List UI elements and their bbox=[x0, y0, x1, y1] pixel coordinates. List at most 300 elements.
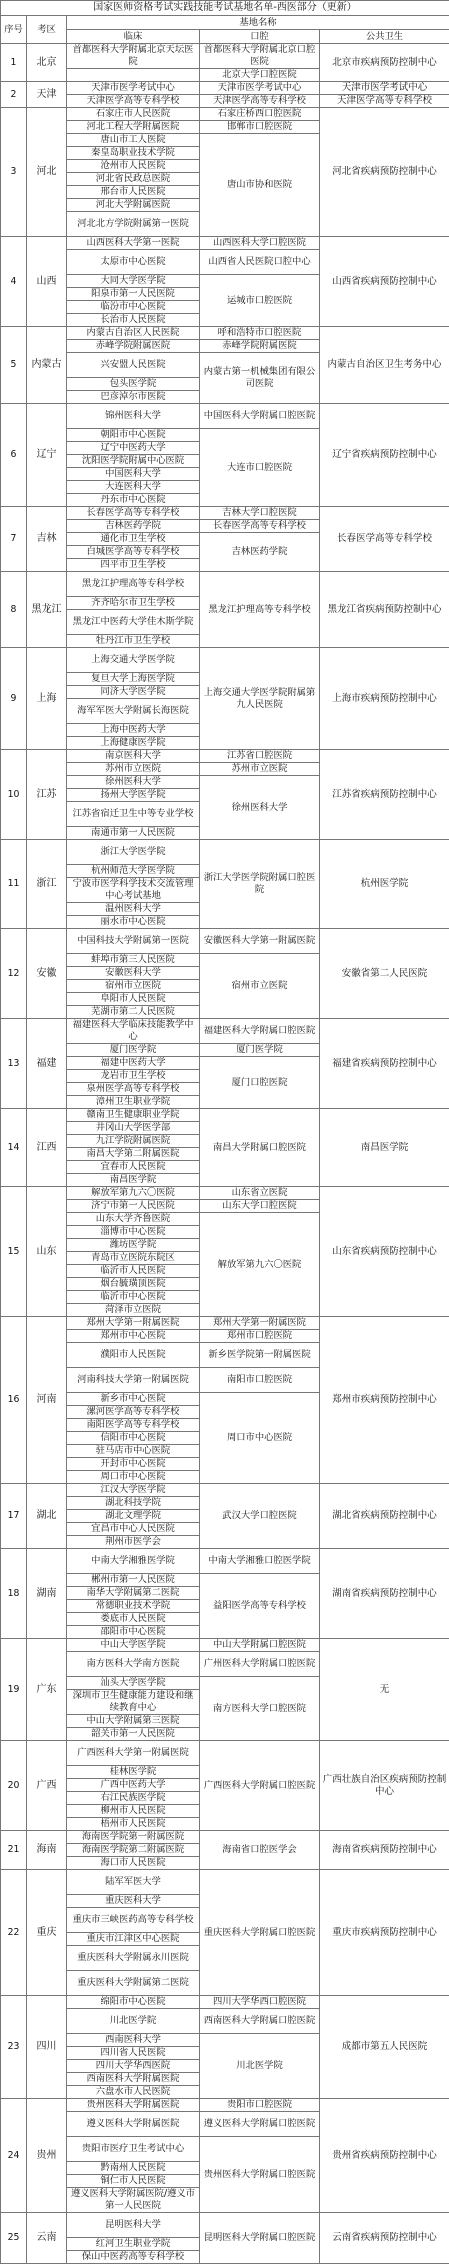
clinical-cell: 浙江大学医学院 bbox=[67, 840, 200, 865]
oral-cell: 厦门口腔医院 bbox=[200, 1057, 320, 1109]
clinical-cell: 昆明医科大学 bbox=[67, 2213, 200, 2238]
clinical-cell: 太原市中心医院 bbox=[67, 250, 200, 275]
row-area: 上海 bbox=[27, 648, 67, 750]
oral-cell: 昆明医科大学附属口腔医院 bbox=[200, 2213, 320, 2264]
clinical-cell: 龙岩市卫生学校 bbox=[67, 1070, 200, 1083]
document-title: 国家医师资格考试实践技能考试基地名单-西医部分（更新） bbox=[1, 1, 449, 16]
row-area: 黑龙江 bbox=[27, 572, 67, 648]
clinical-cell: 梧州市人民医院 bbox=[67, 1818, 200, 1831]
clinical-cell: 黑龙江中医药大学佳木斯学院 bbox=[67, 610, 200, 635]
table-row bbox=[1, 327, 449, 340]
oral-cell: 中山大学附属口腔医院 bbox=[200, 1639, 320, 1652]
clinical-cell: 同济大学医学院 bbox=[67, 686, 200, 699]
clinical-cell: 海口市人民医院 bbox=[67, 1857, 200, 1870]
oral-cell: 山西医科大学口腔医院 bbox=[200, 237, 320, 250]
row-seq: 8 bbox=[1, 572, 27, 648]
clinical-cell: 中山大学附属第三医院 bbox=[67, 1715, 200, 1728]
row-area: 海南 bbox=[27, 1831, 67, 1870]
clinical-cell: 蚌埠市第三人民医院 bbox=[67, 954, 200, 967]
clinical-cell: 贵州医科大学附属医院 bbox=[67, 2099, 200, 2112]
clinical-cell: 郴州市第一人民医院 bbox=[67, 1574, 200, 1587]
table-row bbox=[1, 82, 449, 95]
clinical-cell: 解放军第九六〇医院 bbox=[67, 1187, 200, 1200]
row-seq: 7 bbox=[1, 507, 27, 572]
table-row bbox=[1, 648, 449, 673]
oral-cell: 广州医科大学附属口腔医院 bbox=[200, 1652, 320, 1677]
public-health-cell: 湖南省疾病预防控制中心 bbox=[320, 1549, 449, 1639]
row-area: 辽宁 bbox=[27, 404, 67, 507]
public-health-cell: 无 bbox=[320, 1639, 449, 1741]
clinical-cell: 沧州市人民医院 bbox=[67, 160, 200, 173]
clinical-cell: 沈阳医学院附属中心医院 bbox=[67, 455, 200, 468]
clinical-cell: 赣南卫生健康职业学院 bbox=[67, 1109, 200, 1122]
row-seq: 16 bbox=[1, 1317, 27, 1484]
row-area: 山西 bbox=[27, 237, 67, 327]
oral-cell: 中国医科大学附属口腔医院 bbox=[200, 404, 320, 429]
public-health-cell: 黑龙江省疾病预防控制中心 bbox=[320, 572, 449, 648]
table-row bbox=[1, 1484, 449, 1497]
clinical-cell: 广西医科大学第一附属医院 bbox=[67, 1741, 200, 1766]
public-health-cell: 重庆市疾病预防控制中心 bbox=[320, 1870, 449, 1996]
row-seq: 9 bbox=[1, 648, 27, 750]
clinical-cell: 包头医学院 bbox=[67, 378, 200, 391]
row-area: 四川 bbox=[27, 1996, 67, 2099]
clinical-cell: 长春医学高等专科学校 bbox=[67, 507, 200, 520]
row-seq: 19 bbox=[1, 1639, 27, 1741]
clinical-cell: 辽宁中医药大学 bbox=[67, 442, 200, 455]
clinical-cell: 齐齐哈尔市卫生学校 bbox=[67, 597, 200, 610]
clinical-cell: 兴安盟人民医院 bbox=[67, 353, 200, 378]
row-area: 内蒙古 bbox=[27, 327, 67, 404]
row-seq: 21 bbox=[1, 1831, 27, 1870]
oral-cell: 武汉大学口腔医院 bbox=[200, 1484, 320, 1549]
clinical-cell: 泉州医学高等专科学校 bbox=[67, 1083, 200, 1096]
clinical-cell: 开封市中心医院 bbox=[67, 1458, 200, 1471]
clinical-cell: 江汉大学医学院 bbox=[67, 1484, 200, 1497]
row-area: 江西 bbox=[27, 1109, 67, 1187]
table-row bbox=[1, 108, 449, 121]
table-row bbox=[1, 1109, 449, 1122]
oral-cell: 山东大学口腔医院 bbox=[200, 1200, 320, 1213]
clinical-cell: 周口市中心医院 bbox=[67, 1471, 200, 1484]
oral-cell: 北京大学口腔医院 bbox=[200, 69, 320, 82]
row-seq: 4 bbox=[1, 237, 27, 327]
clinical-cell: 首都医科大学附属北京天坛医院 bbox=[67, 44, 200, 69]
clinical-cell: 四川省人民医院 bbox=[67, 2047, 200, 2060]
row-area: 重庆 bbox=[27, 1870, 67, 1996]
row-seq: 12 bbox=[1, 929, 27, 1019]
oral-cell: 山东省立医院 bbox=[200, 1187, 320, 1200]
oral-cell: 吉林医药学院 bbox=[200, 533, 320, 572]
oral-cell: 赤峰学院附属医院 bbox=[200, 340, 320, 353]
clinical-cell: 烟台毓璜顶医院 bbox=[67, 1278, 200, 1291]
public-health-cell: 长春医学高等专科学校 bbox=[320, 507, 449, 572]
public-health-cell: 广西壮族自治区疾病预防控制中心 bbox=[320, 1741, 449, 1831]
clinical-cell: 临沂市中心医院 bbox=[67, 1291, 200, 1304]
clinical-cell: 福建中医药大学 bbox=[67, 1057, 200, 1070]
clinical-cell bbox=[67, 69, 200, 82]
row-area: 安徽 bbox=[27, 929, 67, 1019]
table-row bbox=[1, 2099, 449, 2112]
oral-cell: 黑龙江护理高等专科学校 bbox=[200, 572, 320, 648]
clinical-cell: 九江学院附属医院 bbox=[67, 1135, 200, 1148]
table-row bbox=[1, 404, 449, 429]
clinical-cell: 重庆市江津区中心医院 bbox=[67, 1933, 200, 1946]
clinical-cell: 秦皇岛职业技术学院 bbox=[67, 147, 200, 160]
public-health-cell: 湖北省疾病预防控制中心 bbox=[320, 1484, 449, 1549]
clinical-cell: 贵阳市医疗卫生考试中心 bbox=[67, 2137, 200, 2162]
clinical-cell: 丹东市中心医院 bbox=[67, 494, 200, 507]
table-row bbox=[1, 572, 449, 597]
clinical-cell: 河南科技大学第一附属医院 bbox=[67, 1368, 200, 1393]
clinical-cell: 扬州大学医学院 bbox=[67, 789, 200, 802]
clinical-cell: 石家庄市人民医院 bbox=[67, 108, 200, 121]
oral-cell: 中南大学湘雅口腔医学院 bbox=[200, 1549, 320, 1574]
clinical-cell: 广西中医药大学 bbox=[67, 1779, 200, 1792]
clinical-cell: 苏州市立医院 bbox=[67, 763, 200, 776]
table-row bbox=[1, 1317, 449, 1330]
row-area: 河北 bbox=[27, 108, 67, 237]
clinical-cell: 南昌大学第二附属医院 bbox=[67, 1148, 200, 1161]
clinical-cell: 娄底市人民医院 bbox=[67, 1613, 200, 1626]
clinical-cell: 保山中医药高等专科学校 bbox=[67, 2251, 200, 2264]
clinical-cell: 南京医科大学 bbox=[67, 750, 200, 763]
public-health-cell: 贵州省疾病预防控制中心 bbox=[320, 2099, 449, 2213]
clinical-cell: 柳州市人民医院 bbox=[67, 1805, 200, 1818]
clinical-cell: 长治市人民医院 bbox=[67, 314, 200, 327]
oral-cell: 天津市医学考试中心 bbox=[200, 82, 320, 95]
table-row bbox=[1, 507, 449, 520]
clinical-cell: 唐山市工人医院 bbox=[67, 134, 200, 147]
row-area: 广西 bbox=[27, 1741, 67, 1831]
clinical-cell: 丽水市中心医院 bbox=[67, 916, 200, 929]
oral-cell: 首都医科大学附属北京口腔医院 bbox=[200, 44, 320, 69]
clinical-cell: 上海中医药大学 bbox=[67, 724, 200, 737]
clinical-cell: 遵义医科大学附属医院 bbox=[67, 2112, 200, 2137]
clinical-cell: 六盘水市人民医院 bbox=[67, 2086, 200, 2099]
row-seq: 3 bbox=[1, 108, 27, 237]
oral-cell: 川北医学院 bbox=[200, 2034, 320, 2099]
public-health-cell: 安徽省第二人民医院 bbox=[320, 929, 449, 1019]
clinical-cell: 韶关市第一人民医院 bbox=[67, 1728, 200, 1741]
clinical-cell: 邢台市人民医院 bbox=[67, 186, 200, 199]
oral-cell: 贵州医科大学附属口腔医院 bbox=[200, 2137, 320, 2213]
clinical-cell: 重庆市三峡医药高等专科学校 bbox=[67, 1908, 200, 1933]
public-health-cell: 北京市疾病预防控制中心 bbox=[320, 44, 449, 82]
table-row bbox=[1, 95, 449, 108]
clinical-cell: 湖北文理学院 bbox=[67, 1510, 200, 1523]
clinical-cell: 西南医科大学附属医院 bbox=[67, 2073, 200, 2086]
clinical-cell: 天津市医学考试中心 bbox=[67, 82, 200, 95]
row-area: 云南 bbox=[27, 2213, 67, 2264]
table-row bbox=[1, 1831, 449, 1844]
clinical-cell: 厦门医学院 bbox=[67, 1044, 200, 1057]
oral-cell: 上海交通大学医学院附属第九人民医院 bbox=[200, 648, 320, 750]
clinical-cell: 南通市第一人民医院 bbox=[67, 827, 200, 840]
clinical-cell: 中南大学湘雅医学院 bbox=[67, 1549, 200, 1574]
table-row bbox=[1, 750, 449, 763]
oral-cell: 运城市口腔医院 bbox=[200, 275, 320, 327]
oral-cell: 益阳医学高等专科学校 bbox=[200, 1574, 320, 1639]
oral-cell: 解放军第九六〇医院 bbox=[200, 1213, 320, 1317]
clinical-cell: 朝阳市中心医院 bbox=[67, 429, 200, 442]
row-seq: 5 bbox=[1, 327, 27, 404]
clinical-cell: 宜春市人民医院 bbox=[67, 1161, 200, 1174]
oral-cell: 海南省口腔医学会 bbox=[200, 1831, 320, 1870]
clinical-cell: 潍坊医学院 bbox=[67, 1239, 200, 1252]
clinical-cell: 福建医科大学临床技能教学中心 bbox=[67, 1019, 200, 1044]
public-health-cell: 郑州市疾病预防控制中心 bbox=[320, 1317, 449, 1484]
clinical-cell: 巴彦淖尔市医院 bbox=[67, 391, 200, 404]
clinical-cell: 白城医学高等专科学校 bbox=[67, 546, 200, 559]
clinical-cell: 重庆医科大学附属永川医院 bbox=[67, 1946, 200, 1971]
clinical-cell: 临汾市中心医院 bbox=[67, 301, 200, 314]
oral-cell: 重庆医科大学附属口腔医院 bbox=[200, 1870, 320, 1996]
clinical-cell: 重庆医科大学 bbox=[67, 1895, 200, 1908]
row-seq: 10 bbox=[1, 750, 27, 840]
table-row bbox=[1, 1639, 449, 1652]
oral-cell: 南阳市口腔医院 bbox=[200, 1368, 320, 1393]
row-seq: 24 bbox=[1, 2099, 27, 2213]
clinical-cell: 新乡市中心医院 bbox=[67, 1393, 200, 1406]
oral-cell: 江苏省口腔医院 bbox=[200, 750, 320, 763]
clinical-cell: 江苏省宿迁卫生中等专业学校 bbox=[67, 802, 200, 827]
table-row bbox=[1, 44, 449, 69]
row-seq: 17 bbox=[1, 1484, 27, 1549]
header-base-name: 基地名称 bbox=[67, 16, 449, 30]
table-row bbox=[1, 1996, 449, 2009]
public-health-cell: 南昌医学院 bbox=[320, 1109, 449, 1187]
row-seq: 20 bbox=[1, 1741, 27, 1831]
clinical-cell: 南昌医学院 bbox=[67, 1174, 200, 1187]
clinical-cell: 温州医科大学 bbox=[67, 903, 200, 916]
clinical-cell: 桂林医学院 bbox=[67, 1766, 200, 1779]
clinical-cell: 南方医科大学南方医院 bbox=[67, 1652, 200, 1677]
clinical-cell: 芜湖市第二人民医院 bbox=[67, 1006, 200, 1019]
row-area: 江苏 bbox=[27, 750, 67, 840]
oral-cell: 广西医科大学附属口腔医院 bbox=[200, 1741, 320, 1831]
public-health-cell: 江苏省疾病预防控制中心 bbox=[320, 750, 449, 840]
clinical-cell: 常德职业技术学院 bbox=[67, 1600, 200, 1613]
clinical-cell: 湖北科技学院 bbox=[67, 1497, 200, 1510]
clinical-cell: 临沂市人民医院 bbox=[67, 1265, 200, 1278]
clinical-cell: 中山大学医学院 bbox=[67, 1639, 200, 1652]
clinical-cell: 天津医学高等专科学校 bbox=[67, 95, 200, 108]
clinical-cell: 南阳医学高等专科学校 bbox=[67, 1419, 200, 1432]
oral-cell: 南昌大学附属口腔医院 bbox=[200, 1109, 320, 1187]
row-area: 湖南 bbox=[27, 1549, 67, 1639]
oral-cell: 内蒙古第一机械集团有限公司医院 bbox=[200, 353, 320, 404]
table-row bbox=[1, 1870, 449, 1895]
clinical-cell: 安徽医科大学 bbox=[67, 967, 200, 980]
clinical-cell: 四平市卫生学校 bbox=[67, 559, 200, 572]
oral-cell: 唐山市协和医院 bbox=[200, 134, 320, 237]
row-seq: 14 bbox=[1, 1109, 27, 1187]
clinical-cell: 西南医科大学 bbox=[67, 2034, 200, 2047]
header-oral: 口腔 bbox=[200, 30, 320, 44]
table-body bbox=[1, 44, 449, 2264]
clinical-cell: 宁波市医学科学技术交流管理中心考试基地 bbox=[67, 878, 200, 903]
oral-cell: 徐州医科大学 bbox=[200, 776, 320, 840]
public-health-cell: 天津市医学考试中心 bbox=[320, 82, 449, 95]
oral-cell: 大连市口腔医院 bbox=[200, 429, 320, 507]
clinical-cell: 淄博市中心医院 bbox=[67, 1226, 200, 1239]
row-seq: 25 bbox=[1, 2213, 27, 2264]
oral-cell: 安徽医科大学第一附属医院 bbox=[200, 929, 320, 954]
oral-cell: 石家庄桥西口腔医院 bbox=[200, 108, 320, 121]
clinical-cell: 海南医学院第二附属医院 bbox=[67, 1844, 200, 1857]
public-health-cell: 福建省疾病预防控制中心 bbox=[320, 1019, 449, 1109]
row-area: 山东 bbox=[27, 1187, 67, 1317]
oral-cell: 山西省人民医院口腔中心 bbox=[200, 250, 320, 275]
clinical-cell: 上海健康医学院 bbox=[67, 737, 200, 750]
public-health-cell: 天津医学高等专科学校 bbox=[320, 95, 449, 108]
row-area: 浙江 bbox=[27, 840, 67, 929]
public-health-cell: 成都市第五人民医院 bbox=[320, 1996, 449, 2099]
public-health-cell: 辽宁省疾病预防控制中心 bbox=[320, 404, 449, 507]
clinical-cell: 濮阳市人民医院 bbox=[67, 1343, 200, 1368]
clinical-cell: 海南医学院第一附属医院 bbox=[67, 1831, 200, 1844]
clinical-cell: 河北省民政总医院 bbox=[67, 173, 200, 186]
clinical-cell: 赤峰学院附属医院 bbox=[67, 340, 200, 353]
clinical-cell: 大连医科大学 bbox=[67, 481, 200, 494]
clinical-cell: 漯河医学高等专科学校 bbox=[67, 1406, 200, 1419]
table-row bbox=[1, 1019, 449, 1044]
clinical-cell: 陆军军医大学 bbox=[67, 1870, 200, 1895]
clinical-cell: 井冈山大学医学部 bbox=[67, 1122, 200, 1135]
row-seq: 11 bbox=[1, 840, 27, 929]
oral-cell: 苏州市立医院 bbox=[200, 763, 320, 776]
oral-cell: 厦门医学院 bbox=[200, 1044, 320, 1057]
public-health-cell: 上海市疾病预防控制中心 bbox=[320, 648, 449, 750]
table-row bbox=[1, 2213, 449, 2238]
oral-cell: 郑州市口腔医院 bbox=[200, 1330, 320, 1343]
header-seq: 序号 bbox=[1, 16, 27, 44]
public-health-cell: 山东省疾病预防控制中心 bbox=[320, 1187, 449, 1317]
clinical-cell: 上海交通大学医学院 bbox=[67, 648, 200, 673]
row-area: 广东 bbox=[27, 1639, 67, 1741]
clinical-cell: 通化市卫生学校 bbox=[67, 533, 200, 546]
clinical-cell: 中国科技大学附属第一医院 bbox=[67, 929, 200, 954]
oral-cell: 浙江大学医学院附属口腔医院 bbox=[200, 840, 320, 929]
row-area: 贵州 bbox=[27, 2099, 67, 2213]
oral-cell: 郑州大学第一附属医院 bbox=[200, 1317, 320, 1330]
clinical-cell: 宜昌市中心人民医院 bbox=[67, 1523, 200, 1536]
clinical-cell: 河北北方学院附属第一医院 bbox=[67, 212, 200, 237]
clinical-cell: 徐州医科大学 bbox=[67, 776, 200, 789]
row-seq: 15 bbox=[1, 1187, 27, 1317]
public-health-cell: 山西省疾病预防控制中心 bbox=[320, 237, 449, 327]
public-health-cell: 海南省疾病预防控制中心 bbox=[320, 1831, 449, 1870]
row-seq: 22 bbox=[1, 1870, 27, 1996]
row-seq: 18 bbox=[1, 1549, 27, 1639]
clinical-cell: 锦州医科大学 bbox=[67, 404, 200, 429]
clinical-cell: 济宁市第一人民医院 bbox=[67, 1200, 200, 1213]
row-area: 湖北 bbox=[27, 1484, 67, 1549]
row-seq: 6 bbox=[1, 404, 27, 507]
oral-cell: 吉林大学口腔医院 bbox=[200, 507, 320, 520]
clinical-cell: 深圳市卫生健康能力建设和继续教育中心 bbox=[67, 1690, 200, 1715]
clinical-cell: 郑州市中心医院 bbox=[67, 1330, 200, 1343]
row-seq: 23 bbox=[1, 1996, 27, 2099]
row-area: 天津 bbox=[27, 82, 67, 108]
table-row bbox=[1, 1741, 449, 1766]
row-area: 北京 bbox=[27, 44, 67, 82]
oral-cell: 福建医科大学附属口腔医院 bbox=[200, 1019, 320, 1044]
row-seq: 2 bbox=[1, 82, 27, 108]
clinical-cell: 绵阳市中心医院 bbox=[67, 1996, 200, 2009]
public-health-cell: 杭州医学院 bbox=[320, 840, 449, 929]
table-row bbox=[1, 840, 449, 865]
table-row bbox=[1, 929, 449, 954]
clinical-cell: 汕头大学医学院 bbox=[67, 1677, 200, 1690]
clinical-cell: 吉林医药学院 bbox=[67, 520, 200, 533]
clinical-cell: 阜阳市人民医院 bbox=[67, 993, 200, 1006]
clinical-cell: 邵阳市中心医院 bbox=[67, 1626, 200, 1639]
row-area: 河南 bbox=[27, 1317, 67, 1484]
clinical-cell: 漳州卫生职业学院 bbox=[67, 1096, 200, 1109]
oral-cell: 西南医科大学附属口腔医院 bbox=[200, 2009, 320, 2034]
clinical-cell: 海军军医大学附属长海医院 bbox=[67, 699, 200, 724]
public-health-cell: 河北省疾病预防控制中心 bbox=[320, 108, 449, 237]
clinical-cell: 河北工程大学附属医院 bbox=[67, 121, 200, 134]
header-clinical: 临床 bbox=[67, 30, 200, 44]
clinical-cell: 荆州市医学会 bbox=[67, 1536, 200, 1549]
clinical-cell: 驻马店市中心医院 bbox=[67, 1445, 200, 1458]
table-row bbox=[1, 1549, 449, 1574]
oral-cell: 邯郸市口腔医院 bbox=[200, 121, 320, 134]
clinical-cell: 杭州师范大学医学院 bbox=[67, 865, 200, 878]
oral-cell: 南方医科大学口腔医院 bbox=[200, 1677, 320, 1741]
clinical-cell: 复旦大学上海医学院 bbox=[67, 673, 200, 686]
clinical-cell: 右江民族医学院 bbox=[67, 1792, 200, 1805]
oral-cell: 天津医学高等专科学校 bbox=[200, 95, 320, 108]
clinical-cell: 红河卫生职业学院 bbox=[67, 2238, 200, 2251]
header-area: 考区 bbox=[27, 16, 67, 44]
clinical-cell: 四川大学华西医院 bbox=[67, 2060, 200, 2073]
clinical-cell: 阳泉市第一人民医院 bbox=[67, 288, 200, 301]
oral-cell: 遵义医科大学附属口腔医院 bbox=[200, 2112, 320, 2137]
clinical-cell: 郑州大学第一附属医院 bbox=[67, 1317, 200, 1330]
public-health-cell: 内蒙古自治区卫生考务中心 bbox=[320, 327, 449, 404]
oral-cell: 长春医学高等专科学校 bbox=[200, 520, 320, 533]
clinical-cell: 宿州市立医院 bbox=[67, 980, 200, 993]
oral-cell: 宿州市立医院 bbox=[200, 954, 320, 1019]
oral-cell: 四川大学华西口腔医院 bbox=[200, 1996, 320, 2009]
clinical-cell: 中国医科大学 bbox=[67, 468, 200, 481]
clinical-cell: 牡丹江市卫生学校 bbox=[67, 635, 200, 648]
oral-cell: 新乡医学院第一附属医院 bbox=[200, 1343, 320, 1368]
row-area: 吉林 bbox=[27, 507, 67, 572]
clinical-cell: 南华大学附属第二医院 bbox=[67, 1587, 200, 1600]
clinical-cell: 山东大学齐鲁医院 bbox=[67, 1213, 200, 1226]
clinical-cell: 菏泽市立医院 bbox=[67, 1304, 200, 1317]
oral-cell: 呼和浩特市口腔医院 bbox=[200, 327, 320, 340]
clinical-cell: 重庆医科大学附属第二医院 bbox=[67, 1971, 200, 1996]
row-seq: 1 bbox=[1, 44, 27, 82]
clinical-cell: 内蒙古自治区人民医院 bbox=[67, 327, 200, 340]
clinical-cell: 青岛市立医院东院区 bbox=[67, 1252, 200, 1265]
oral-cell: 贵阳市口腔医院 bbox=[200, 2099, 320, 2112]
table-row bbox=[1, 237, 449, 250]
clinical-cell: 黔南州人民医院 bbox=[67, 2162, 200, 2175]
clinical-cell: 黑龙江护理高等专科学校 bbox=[67, 572, 200, 597]
clinical-cell: 信阳市中心医院 bbox=[67, 1432, 200, 1445]
oral-cell: 周口市中心医院 bbox=[200, 1393, 320, 1484]
clinical-cell: 河北大学附属医院 bbox=[67, 199, 200, 212]
public-health-cell: 云南省疾病预防控制中心 bbox=[320, 2213, 449, 2264]
header-public-health: 公共卫生 bbox=[320, 30, 449, 44]
